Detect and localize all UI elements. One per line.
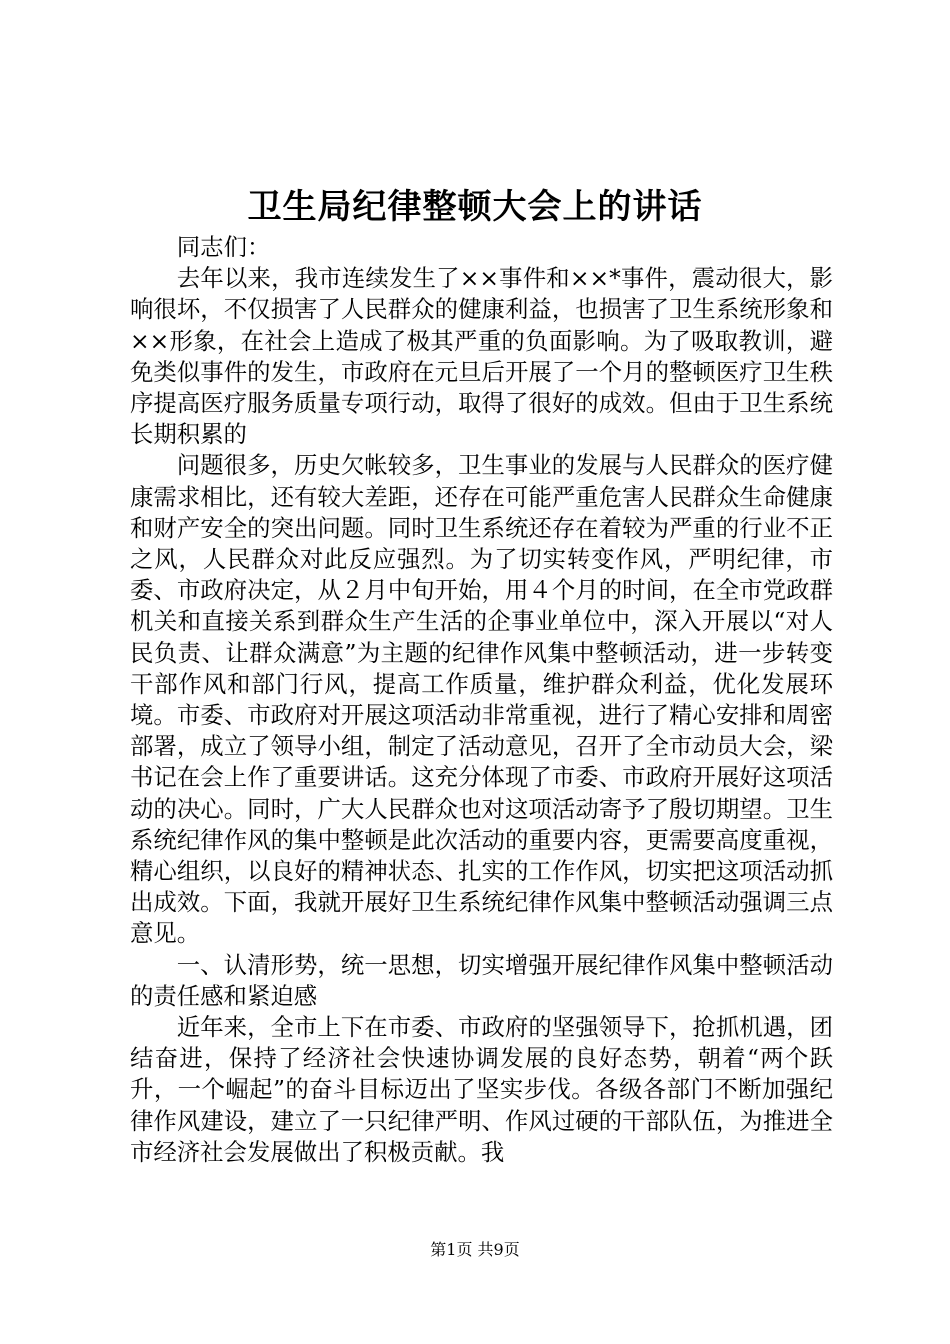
salutation-paragraph: 同志们： <box>176 233 271 261</box>
document-body <box>130 232 833 1168</box>
page-footer: 第1页 共9页 <box>430 1240 520 1259</box>
body-paragraph: 问题很多，历史欠帐较多，卫生事业的发展与人民群众的医疗健康需求相比，还有较大差距，还存在可能严重危害人民群众生命健康和财产安全的突出问题。同时卫生系统还存在着较为严重的行业不正之风，人民群众对此反应强烈。为了切实转变作风，严明纪律，市委、市政府决定，从２月中旬开始，用４个月的时间，在全市党政群机关和直接关系到群众生产生活的企事业单位中，深入开展以“对人民负责、让群众满意”为主题的纪律作风集中整顿活动，进一步转变干部作风和部门行风，提高工作质量，维护群众利益，优化发展环境。市委、市政府对开展这项活动非常重视，进行了精心安排和周密部署，成立了领导小组，制定了活动意见，召开了全市动员大会，梁书记在会上作了重要讲话。这充分体现了市委、市政府开展好这项活动的决心。同时，广大人民群众也对这项活动寄予了殷切期望。卫生系统纪律作风的集中整顿是此次活动的重要内容，更需要高度重视，精心组织，以良好的精神状态、扎实的工作作风，切实把这项活动抓出成效。下面，我就开展好卫生系统纪律作风集中整顿活动强调三点意见。 <box>130 451 833 948</box>
body-paragraph: 去年以来，我市连续发生了××事件和××*事件，震动很大，影响很坏，不仅损害了人民群众的健康利益，也损害了卫生系统形象和××形象，在社会上造成了极其严重的负面影响。为了吸取教训，避免类似事件的发生，市政府在元旦后开展了一个月的整顿医疗卫生秩序提高医疗服务质量专项行动，取得了很好的成效。但由于卫生系统长期积累的 <box>130 264 833 449</box>
document-title: 卫生局纪律整顿大会上的讲话 <box>247 187 703 227</box>
section-heading: 一、认清形势，统一思想，切实增强开展纪律作风集中整顿活动的责任感和紧迫感 <box>130 950 833 1010</box>
body-paragraph: 近年来，全市上下在市委、市政府的坚强领导下，抢抓机遇，团结奋进，保持了经济社会快速协调发展的良好态势，朝着“两个跃升，一个崛起”的奋斗目标迈出了坚实步伐。各级各部门不断加强纪律作风建设，建立了一只纪律严明、作风过硬的干部队伍，为推进全市经济社会发展做出了积极贡献。我 <box>130 1013 833 1166</box>
